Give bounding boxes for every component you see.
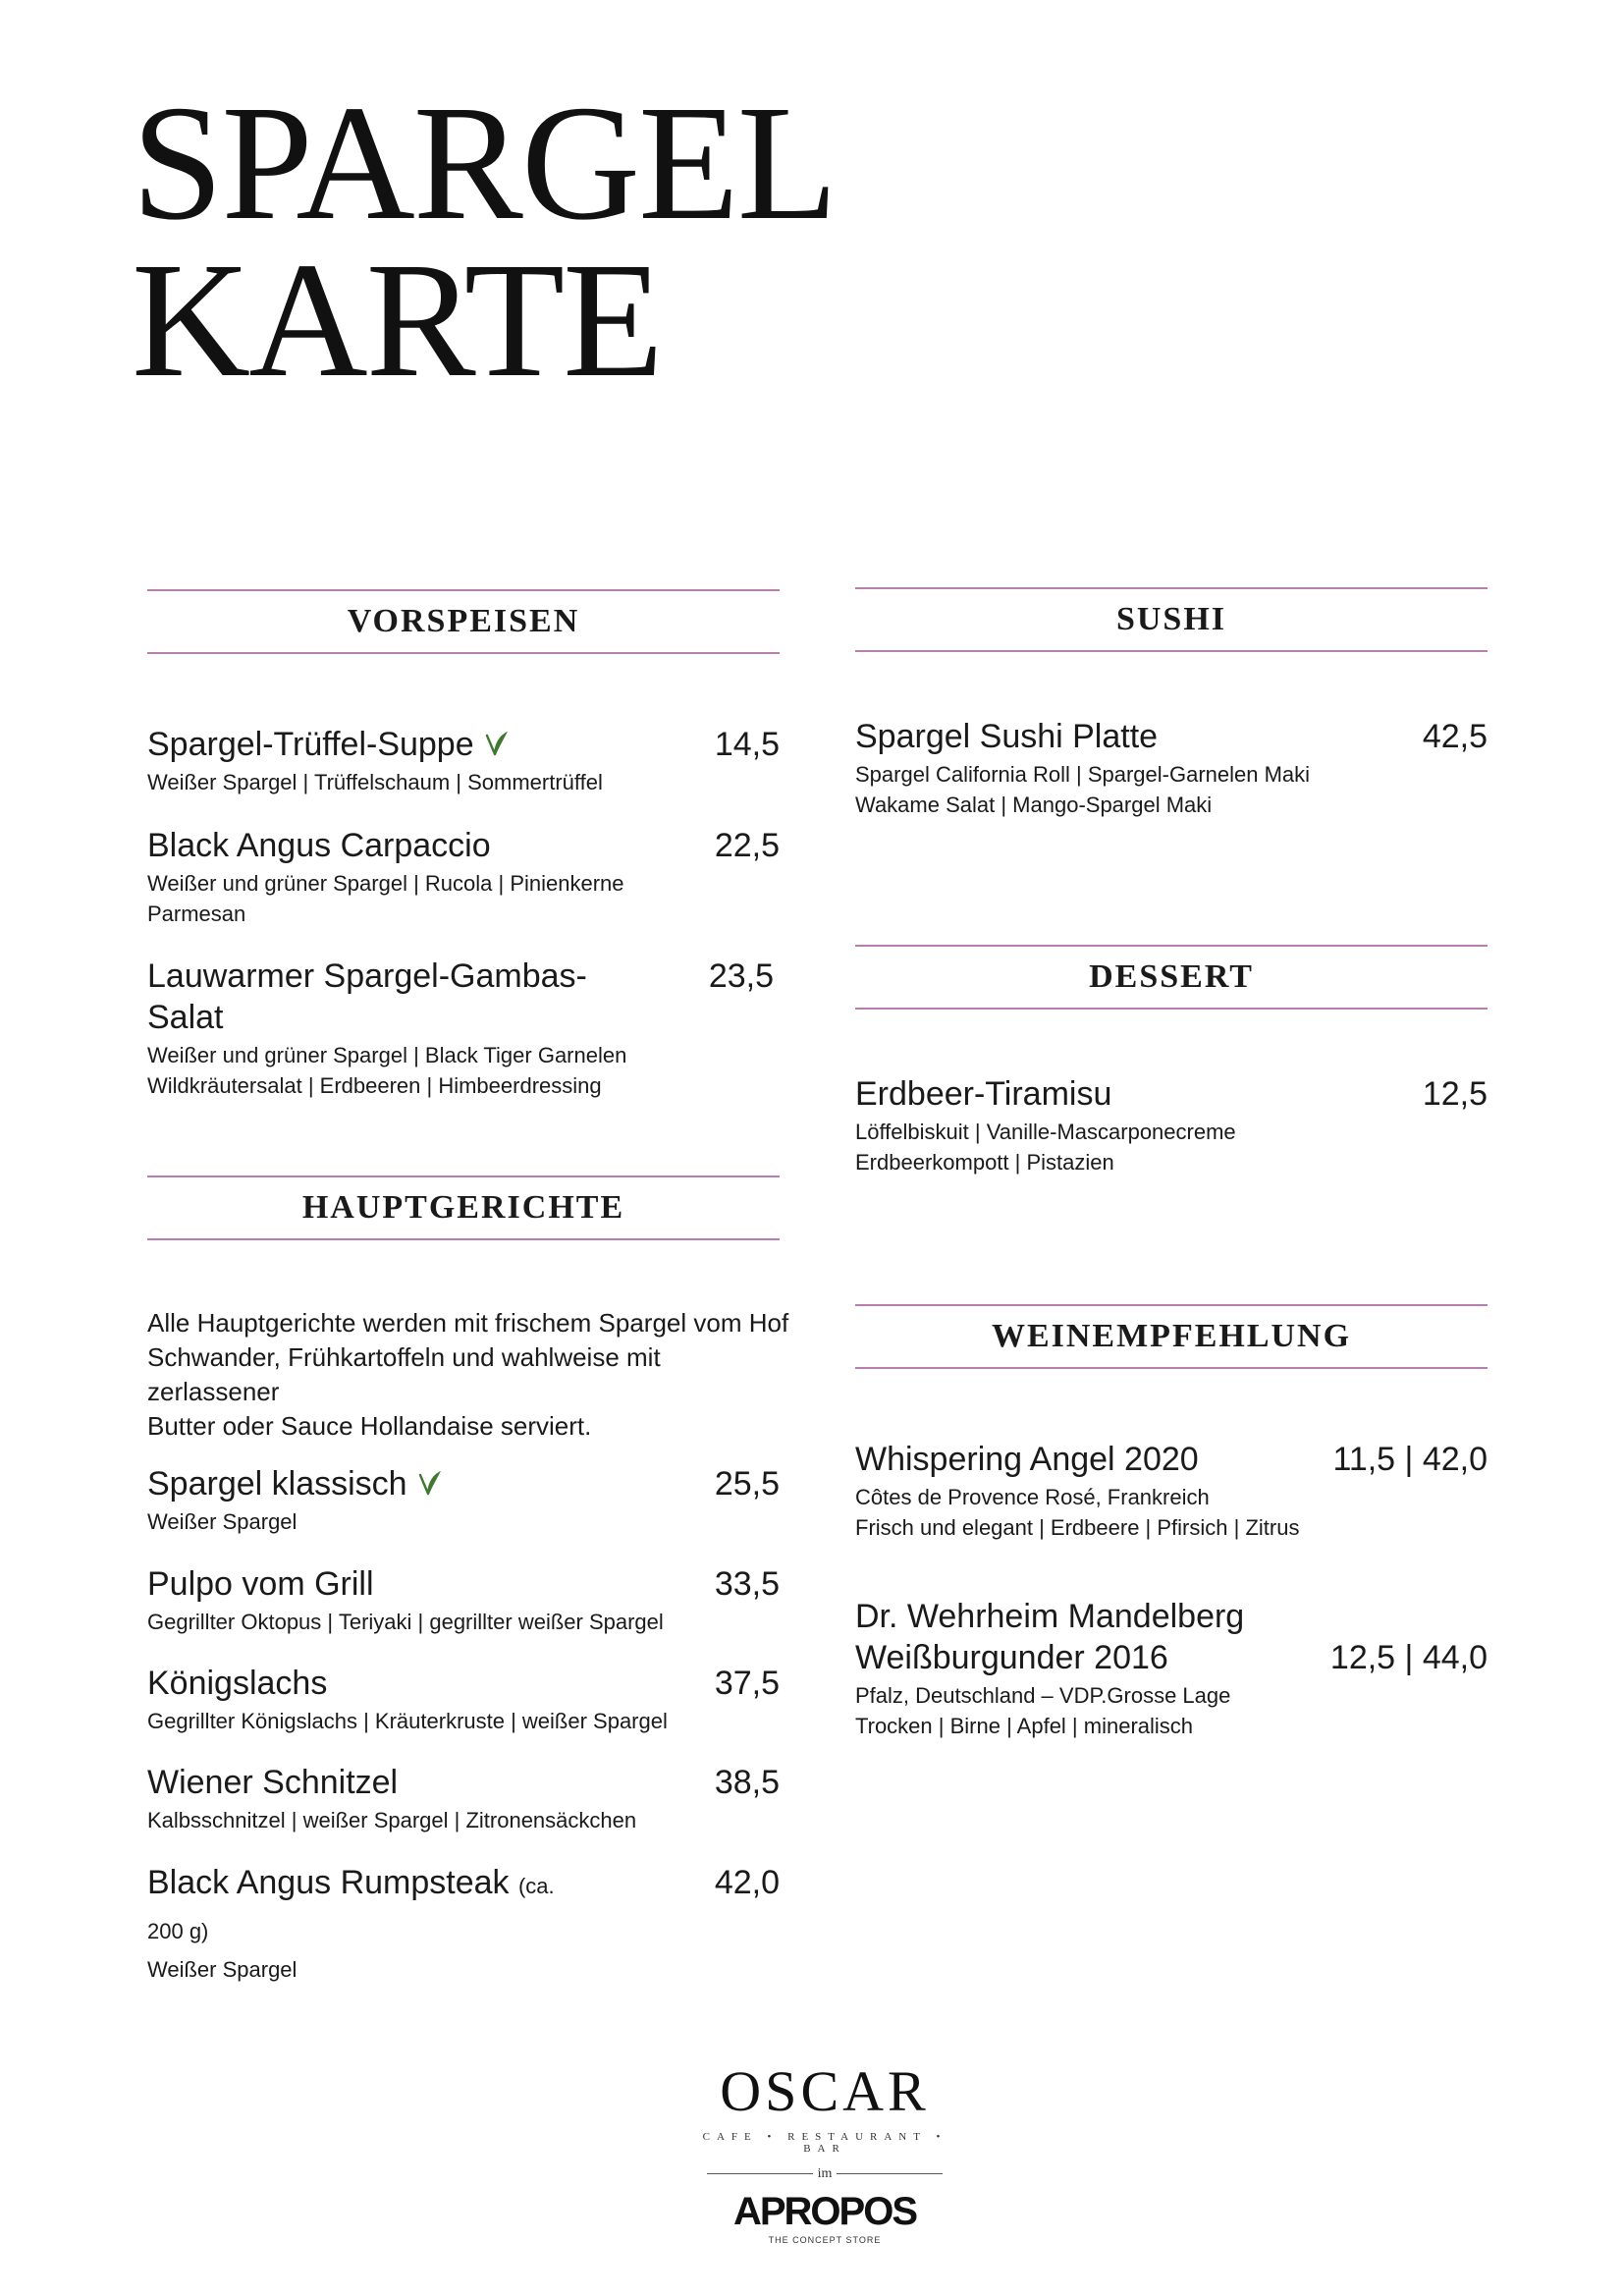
section-header-sushi xyxy=(855,587,1488,652)
item-description: Gegrillter Königslachs | Kräuterkruste | weißer Spargel xyxy=(147,1709,668,1733)
leaf-icon xyxy=(484,732,508,757)
store-subtitle: THE CONCEPT STORE xyxy=(768,2235,882,2245)
item-price: 14,5 xyxy=(714,726,780,763)
item-description: Weißer Spargel | Trüffelschaum | Sommertrüffel xyxy=(147,770,603,794)
item-price: 42,5 xyxy=(1422,718,1488,755)
item-name: Weißburgunder 2016 xyxy=(855,1639,1168,1676)
divider-line xyxy=(707,2173,813,2174)
brand-logo: OSCAR xyxy=(720,2059,930,2123)
item-description: Wildkräutersalat | Erdbeeren | Himbeerdressing xyxy=(147,1073,602,1098)
item-price: 33,5 xyxy=(714,1565,780,1603)
item-description: Spargel California Roll | Spargel-Garnelen Maki xyxy=(855,762,1311,787)
item-name: Black Angus Rumpsteak (ca. 200 g) xyxy=(147,1864,555,1943)
item-price: 37,5 xyxy=(714,1665,780,1702)
title-line-2: KARTE xyxy=(132,229,662,411)
item-description: Trocken | Birne | Apfel | mineralisch xyxy=(855,1714,1194,1738)
menu-item xyxy=(147,1563,780,1637)
menu-item xyxy=(147,1663,780,1736)
item-description: Parmesan xyxy=(147,902,246,926)
item-note: (ca. 200 g) xyxy=(147,1874,555,1943)
menu-item xyxy=(147,825,780,929)
item-description: Weißer und grüner Spargel | Black Tiger Garnelen xyxy=(147,1043,627,1067)
menu-item xyxy=(855,1073,1488,1177)
item-name: Wiener Schnitzel xyxy=(147,1764,399,1801)
item-description: Côtes de Provence Rosé, Frankreich xyxy=(855,1485,1210,1509)
item-name: Spargel klassisch xyxy=(147,1463,780,1504)
item-description: Erdbeerkompott | Pistazien xyxy=(855,1150,1114,1175)
logo-divider xyxy=(687,2162,962,2186)
im-text: im xyxy=(817,2166,833,2181)
item-price: 12,5 xyxy=(1422,1075,1488,1113)
section-header-vorspeisen xyxy=(147,589,780,654)
section-title: DESSERT xyxy=(1089,958,1254,995)
menu-item xyxy=(855,1439,1488,1543)
menu-item xyxy=(855,1596,1488,1741)
intro-line: Schwander, Frühkartoffeln und wahlweise mit zerlassener xyxy=(147,1342,661,1406)
item-description: Frisch und elegant | Erdbeere | Pfirsich | Zitrus xyxy=(855,1515,1300,1540)
item-name: Spargel-Trüffel-Suppe xyxy=(147,724,780,765)
item-price: 12,5 | 44,0 xyxy=(1329,1639,1488,1676)
divider-line xyxy=(837,2173,943,2174)
item-price: 25,5 xyxy=(714,1465,780,1503)
footer-logo xyxy=(687,2059,962,2245)
item-name: Whispering Angel 2020 xyxy=(855,1441,1199,1478)
item-description: Pfalz, Deutschland – VDP.Grosse Lage xyxy=(855,1683,1231,1708)
item-description: Weißer und grüner Spargel | Rucola | Pinienkerne xyxy=(147,871,624,896)
item-description: Wakame Salat | Mango-Spargel Maki xyxy=(855,793,1213,817)
menu-item xyxy=(147,956,780,1101)
item-description: Weißer Spargel xyxy=(147,1957,298,1982)
intro-line: Butter oder Sauce Hollandaise serviert. xyxy=(147,1411,592,1441)
intro-line: Alle Hauptgerichte werden mit frischem Spargel vom Hof xyxy=(147,1308,789,1338)
item-description: Weißer Spargel xyxy=(147,1509,298,1534)
item-name: Königslachs xyxy=(147,1665,328,1702)
item-price: 23,5 xyxy=(708,957,774,995)
item-description: Löffelbiskuit | Vanille-Mascarponecreme xyxy=(855,1120,1236,1144)
item-price: 38,5 xyxy=(714,1764,780,1801)
item-name: Black Angus Carpaccio xyxy=(147,827,491,864)
section-title: WEINEMPFEHLUNG xyxy=(991,1318,1352,1354)
title-line-1: SPARGEL xyxy=(132,72,837,254)
menu-item xyxy=(147,1463,780,1537)
item-description: Kalbsschnitzel | weißer Spargel | Zitronensäckchen xyxy=(147,1808,637,1832)
section-header-weinempfehlung xyxy=(855,1304,1488,1369)
hauptgerichte-intro xyxy=(147,1306,795,1444)
item-name: Pulpo vom Grill xyxy=(147,1565,374,1603)
menu-item xyxy=(147,724,780,797)
item-price: 11,5 | 42,0 xyxy=(1332,1441,1488,1478)
section-title: SUSHI xyxy=(1115,601,1227,637)
item-description: Gegrillter Oktopus | Teriyaki | gegrillter weißer Spargel xyxy=(147,1610,664,1634)
store-logo: APROPOS xyxy=(732,2190,917,2233)
item-name: Dr. Wehrheim Mandelberg xyxy=(855,1598,1245,1635)
item-name: Lauwarmer Spargel-Gambas-Salat xyxy=(147,957,587,1036)
menu-item xyxy=(855,716,1488,820)
section-header-dessert xyxy=(855,945,1488,1010)
section-title: HAUPTGERICHTE xyxy=(301,1189,625,1226)
item-name: Erdbeer-Tiramisu xyxy=(855,1075,1112,1113)
item-price: 22,5 xyxy=(714,827,780,864)
menu-item xyxy=(147,1862,780,1985)
leaf-icon xyxy=(417,1471,441,1497)
menu-item xyxy=(147,1762,780,1835)
section-title: VORSPEISEN xyxy=(347,603,580,639)
brand-tagline: CAFE • RESTAURANT • BAR xyxy=(702,2131,947,2155)
page-title xyxy=(132,72,837,411)
item-name: Spargel Sushi Platte xyxy=(855,718,1159,755)
item-price: 42,0 xyxy=(714,1864,780,1901)
section-header-hauptgerichte xyxy=(147,1175,780,1240)
